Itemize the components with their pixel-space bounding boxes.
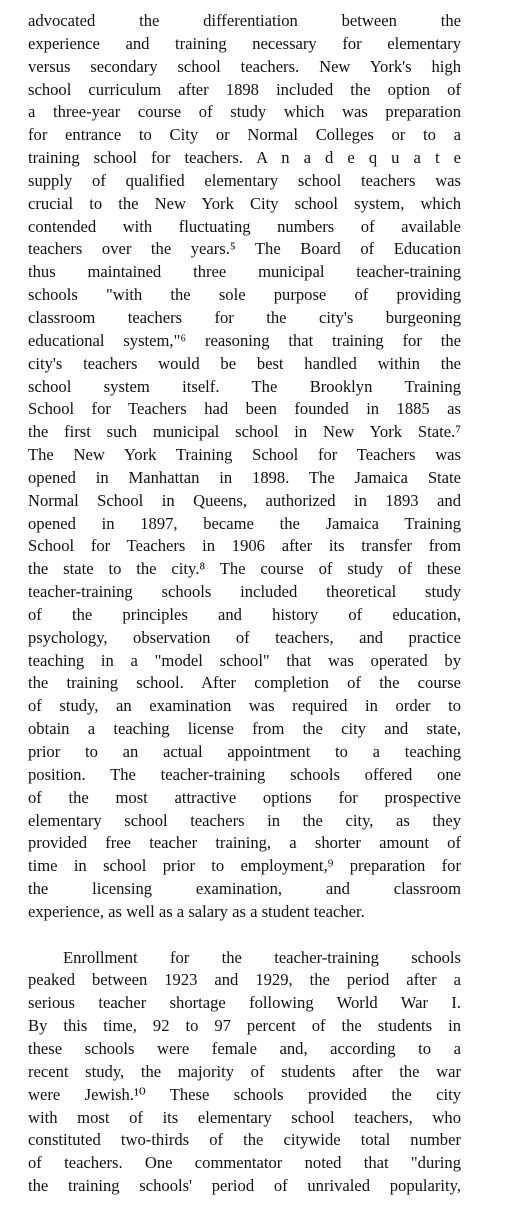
text-line: teacher-training schools included theoretical study (28, 582, 461, 602)
text-line: The New York Training School for Teachers was (28, 445, 461, 465)
text-line: the training school. After completion of the course (28, 673, 461, 693)
text-line: teaching in a "model school" that was operated by (28, 650, 461, 670)
text-line: thus maintained three municipal teacher-training (28, 262, 461, 282)
text-line: for entrance to City or Normal Colleges or to a (28, 125, 461, 145)
text-line: prior to an actual appointment to a teaching (28, 742, 461, 761)
text-line: were Jewish.¹⁰ These schools provided the city (28, 1084, 461, 1104)
text-line: city's teachers would be best handled within the (28, 353, 461, 373)
text-line: contended with fluctuating numbers of available (28, 216, 461, 236)
text-line: By this time, 92 to 97 percent of the students in (28, 1016, 461, 1036)
text-line: classroom teachers for the city's burgeoning (28, 307, 461, 327)
document-page (28, 10, 461, 1198)
text-line: opened in Manhattan in 1898. The Jamaica State (28, 467, 461, 487)
text-line: provided free teacher training, a shorter amount of (28, 833, 461, 853)
paragraph-2 (28, 947, 461, 1198)
text-line: elementary school teachers in the city, as they (28, 810, 461, 830)
text-line: these schools were female and, according to a (28, 1038, 461, 1058)
text-line: versus secondary school teachers. New York's high (28, 56, 461, 76)
text-line: opened in 1897, became the Jamaica Training (28, 513, 461, 533)
text-line: the first such municipal school in New York State.⁷ (28, 422, 461, 442)
text-line: advocated the differentiation between the (28, 11, 461, 30)
text-line: Normal School in Queens, authorized in 1893 and (28, 490, 461, 510)
text-line: psychology, observation of teachers, and practice (28, 627, 461, 647)
text-line: training school for teachers. A n a d e q u a t e (28, 148, 461, 168)
text-line: school system itself. The Brooklyn Training (28, 376, 461, 396)
text-line: the state to the city.⁸ The course of study of these (28, 559, 461, 579)
paragraph-spacer (28, 924, 461, 947)
text-line: recent study, the majority of students after the war (28, 1061, 461, 1081)
text-line: Enrollment for the teacher-training schools (63, 947, 461, 967)
text-line: of the principles and history of education, (28, 604, 461, 624)
text-line: supply of qualified elementary school teachers was (28, 170, 461, 190)
text-line: school curriculum after 1898 included the option of (28, 79, 461, 99)
text-line: position. The teacher-training schools offered one (28, 764, 461, 784)
text-line: constituted two-thirds of the citywide total number (28, 1130, 461, 1150)
text-line: of teachers. One commentator noted that "during (28, 1153, 461, 1173)
text-line: schools "with the sole purpose of providing (28, 285, 461, 305)
text-line: of the most attractive options for prospective (28, 787, 461, 807)
text-line: School for Teachers had been founded in 1885 as (28, 399, 461, 419)
text-line: the licensing examination, and classroom (28, 879, 461, 899)
text-line: the training schools' period of unrivaled popularity, (28, 1176, 461, 1196)
text-line: teachers over the years.⁵ The Board of Education (28, 239, 461, 259)
text-line: experience, as well as a salary as a student teacher. (28, 901, 365, 921)
text-line: educational system,"⁶ reasoning that training for the (28, 330, 461, 350)
text-line: a three-year course of study which was preparation (28, 102, 461, 122)
text-line: School for Teachers in 1906 after its transfer from (28, 536, 461, 556)
text-line: experience and training necessary for elementary (28, 33, 461, 53)
text-line: obtain a teaching license from the city and state, (28, 719, 461, 739)
text-line: time in school prior to employment,⁹ preparation for (28, 856, 461, 876)
text-line: with most of its elementary school teachers, who (28, 1107, 461, 1127)
paragraph-1 (28, 10, 461, 924)
text-line: crucial to the New York City school system, which (28, 193, 461, 213)
text-line: peaked between 1923 and 1929, the period after a (28, 970, 461, 990)
text-line: of study, an examination was required in order to (28, 696, 461, 716)
text-line: serious teacher shortage following World War I. (28, 993, 461, 1013)
